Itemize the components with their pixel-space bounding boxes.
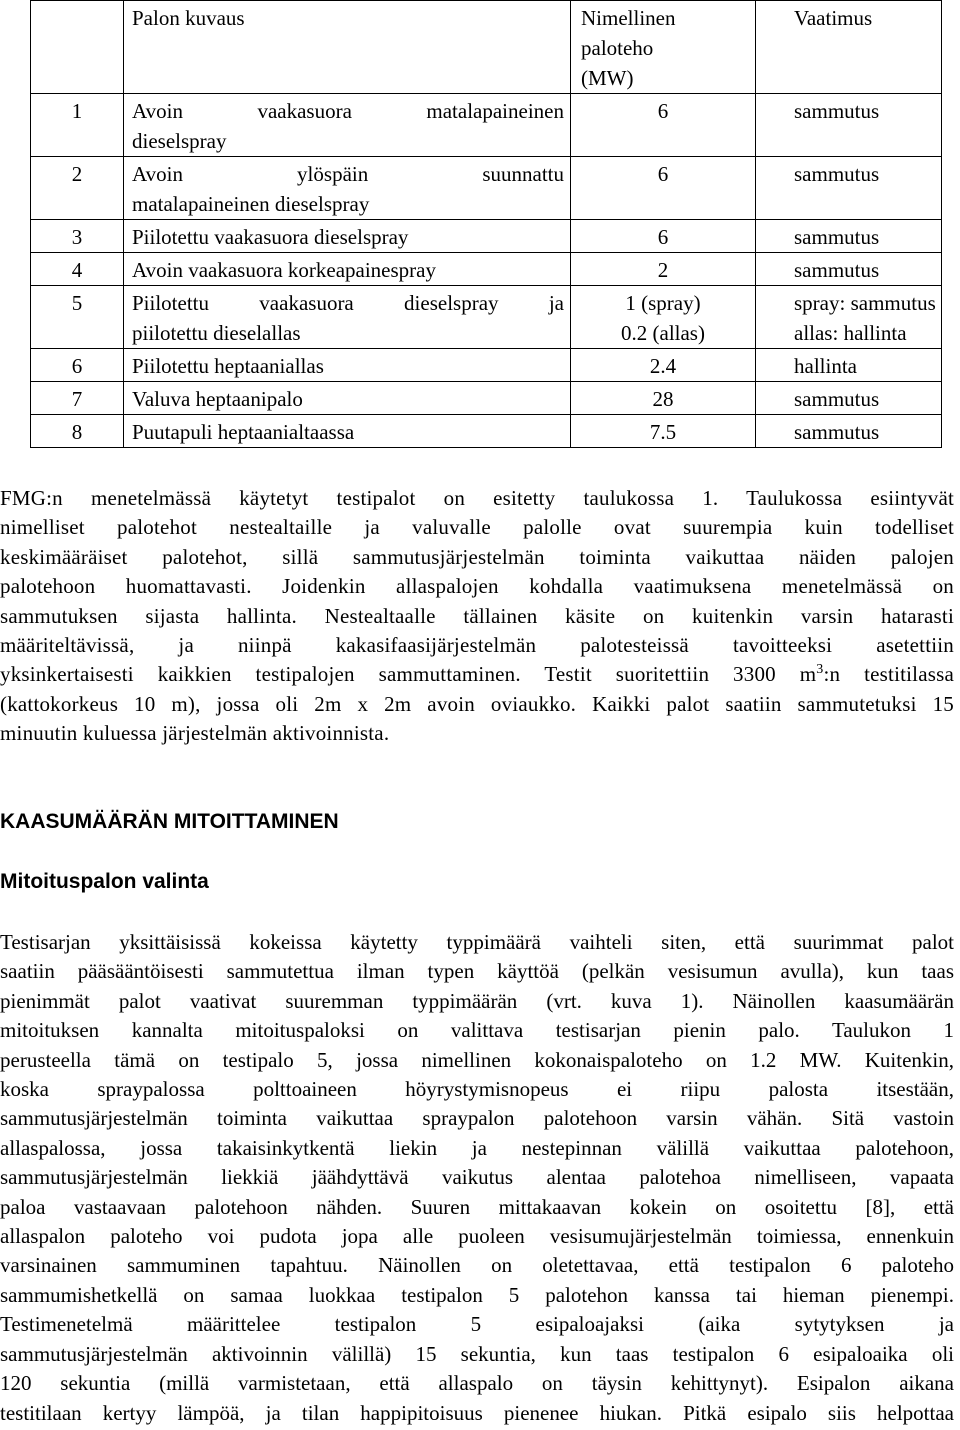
row-description bbox=[124, 220, 571, 253]
paragraph-2-line: testitilaan kertyy lämpöä, ja tilan happipitoisuus pienenee hiukan. Pitkä esipalo siis helpottaa bbox=[0, 1400, 954, 1425]
paragraph-2-line: Testisarjan yksittäisissä kokeissa käytetty typpimäärä vaihteli siten, että suurimmat palot bbox=[0, 930, 954, 954]
header-power-line3: (MW) bbox=[581, 66, 634, 90]
row-requirement bbox=[756, 220, 942, 253]
paragraph-2-line: Testimenetelmä määrittelee testipalon 5 esipaloajaksi (aika sytytyksen ja bbox=[0, 1312, 954, 1337]
row-power-line1: 6 bbox=[657, 162, 669, 186]
row-power bbox=[571, 286, 756, 349]
row-power bbox=[571, 253, 756, 286]
paragraph-1-line: FMG:n menetelmässä käytetyt testipalot on esitetty taulukossa 1. Taulukossa esiintyvät bbox=[0, 486, 954, 510]
row-number: 3 bbox=[31, 220, 124, 253]
row-power bbox=[571, 349, 756, 382]
row-power-line1: 28 bbox=[652, 387, 674, 411]
row-description-line2: dieselspray bbox=[132, 129, 227, 153]
paragraph-1-line-with-superscript bbox=[0, 660, 954, 689]
header-description: Palon kuvaus bbox=[124, 1, 571, 94]
superscript-3: 3 bbox=[816, 662, 824, 678]
table-row bbox=[31, 415, 942, 448]
subsection-heading: Mitoituspalon valinta bbox=[0, 870, 209, 893]
fire-test-table bbox=[30, 0, 942, 448]
row-description bbox=[124, 157, 571, 220]
paragraph-2-line: saatiin pääsääntöisesti sammutettua ilman typen käyttöä (pelkän vesisumun avulla), kun taas bbox=[0, 959, 954, 984]
paragraph-1-line: minuutin kuluessa järjestelmän aktivoinnista. bbox=[0, 721, 390, 746]
paragraph-2-line: 120 sekuntia (millä varmistetaan, että allaspalo on täysin kehittynyt). Esipalon aikana bbox=[0, 1371, 954, 1396]
row-requirement bbox=[756, 157, 942, 220]
row-description bbox=[124, 415, 571, 448]
row-requirement bbox=[756, 349, 942, 382]
row-requirement bbox=[756, 382, 942, 415]
row-requirement-line1: sammutus bbox=[794, 420, 880, 444]
paragraph-2-line: koska spraypalossa polttoaineen höyrystymisnopeus ei riipu palosta itsestään, bbox=[0, 1077, 954, 1102]
paragraph-2-line: sammutusjärjestelmän liekkiä jäähdyttävä vaikutus alentaa palotehoa nimelliseen, vapaata bbox=[0, 1165, 954, 1190]
row-requirement-line1: sammutus bbox=[794, 258, 880, 282]
header-requirement: Vaatimus bbox=[756, 1, 942, 94]
row-description-line1: Piilotettu vaakasuora dieselspray ja bbox=[132, 291, 564, 315]
row-requirement bbox=[756, 286, 942, 349]
row-power bbox=[571, 220, 756, 253]
paragraph-1-line: sammutuksen sijasta hallinta. Nestealtaalle tällainen käsite on kuitenkin varsin hatarasti bbox=[0, 603, 954, 628]
paragraph-2-line: mitoituksen kannalta mitoituspaloksi on valittava testisarjan pienin palo. Taulukon 1 bbox=[0, 1018, 954, 1043]
header-power bbox=[571, 1, 756, 94]
row-description-line1: Avoin ylöspäin suunnattu bbox=[132, 162, 564, 186]
row-number: 6 bbox=[31, 349, 124, 382]
header-power-line1: Nimellinen bbox=[581, 6, 676, 30]
paragraph-1-line: määriteltävissä, ja niinpä kakasifaasijärjestelmän palotesteissä tavoitteeksi asetettiin bbox=[0, 633, 954, 658]
paragraph-2-line: varsinainen sammuminen tapahtuu. Näinollen on oletettavaa, että testipalon 6 paloteho bbox=[0, 1253, 954, 1278]
row-power-line1: 6 bbox=[657, 99, 669, 123]
row-power-line1: 6 bbox=[657, 225, 669, 249]
row-description bbox=[124, 349, 571, 382]
row-power-line2: 0.2 (allas) bbox=[621, 321, 705, 345]
row-description bbox=[124, 382, 571, 415]
row-power-line1: 7.5 bbox=[649, 420, 677, 444]
row-description bbox=[124, 94, 571, 157]
row-description bbox=[124, 253, 571, 286]
row-requirement-line1: sammutus bbox=[794, 162, 880, 186]
row-description-line1: Piilotettu heptaaniallas bbox=[132, 354, 324, 378]
row-requirement bbox=[756, 94, 942, 157]
row-power bbox=[571, 382, 756, 415]
row-description-line1: Puutapuli heptaanialtaassa bbox=[132, 420, 355, 444]
row-power bbox=[571, 94, 756, 157]
row-description-line2: matalapaineinen dieselspray bbox=[132, 192, 370, 216]
table-row bbox=[31, 220, 942, 253]
table-row bbox=[31, 349, 942, 382]
table-row bbox=[31, 382, 942, 415]
header-power-line2: paloteho bbox=[581, 36, 654, 60]
paragraph-2-line: perusteella tämä on testipalo 5, jossa nimellinen kokonaispaloteho on 1.2 MW. Kuitenkin, bbox=[0, 1047, 954, 1072]
row-requirement bbox=[756, 253, 942, 286]
row-description bbox=[124, 286, 571, 349]
row-power-line1: 2.4 bbox=[649, 354, 677, 378]
row-number: 5 bbox=[31, 286, 124, 349]
table-row bbox=[31, 253, 942, 286]
row-requirement-line1: sammutus bbox=[794, 99, 880, 123]
paragraph-1-line: (kattokorkeus 10 m), jossa oli 2m x 2m avoin oviaukko. Kaikki palot saatiin sammutetuksi 15 bbox=[0, 691, 954, 716]
paragraph-2-line: allaspalossa, jossa takaisinkytkentä liekin ja nestepinnan välillä vaikuttaa palotehoon, bbox=[0, 1135, 954, 1160]
paragraph-2 bbox=[0, 928, 954, 1428]
section-heading: KAASUMÄÄRÄN MITOITTAMINEN bbox=[0, 810, 339, 833]
row-power-line1: 1 (spray) bbox=[625, 291, 701, 315]
row-requirement-line1: hallinta bbox=[794, 354, 857, 378]
row-power-line1: 2 bbox=[657, 258, 669, 282]
paragraph-1-line: nimelliset palotehot nestealtaille ja valuvalle palolle ovat suurempia kuin todelliset bbox=[0, 515, 954, 540]
paragraph-1-line7-text: yksinkertaisesti kaikkien testipalojen sammuttaminen. Testit suoritettiin 3300 m bbox=[0, 662, 817, 687]
paragraph-2-line: sammutusjärjestelmän toiminta vaikuttaa spraypalon palotehoon varsin vähän. Sitä vastoin bbox=[0, 1106, 954, 1131]
paragraph-2-line: paloa vastaavaan palotehoon nähden. Suuren mittakaavan kokein on osoitettu [8], että bbox=[0, 1194, 954, 1219]
row-number: 2 bbox=[31, 157, 124, 220]
table-header-row bbox=[31, 1, 942, 94]
row-power bbox=[571, 415, 756, 448]
paragraph-1-line: keskimääräiset palotehot, sillä sammutusjärjestelmän toiminta vaikuttaa näiden palojen bbox=[0, 544, 954, 569]
table-row bbox=[31, 94, 942, 157]
header-number bbox=[31, 1, 124, 94]
table-row bbox=[31, 157, 942, 220]
row-description-line1: Piilotettu vaakasuora dieselspray bbox=[132, 225, 409, 249]
row-number: 1 bbox=[31, 94, 124, 157]
row-requirement-line1: spray: sammutus bbox=[794, 291, 936, 315]
table-row bbox=[31, 286, 942, 349]
paragraph-1-line: palotehoon huomattavasti. Joidenkin allaspalojen kohdalla vaatimuksena menetelmässä on bbox=[0, 574, 954, 599]
paragraph-1-line7-tail: :n testitilassa bbox=[823, 662, 954, 687]
row-requirement bbox=[756, 415, 942, 448]
paragraph-1 bbox=[0, 484, 954, 749]
paragraph-2-line: allaspalon paloteho voi pudota jopa alle puoleen vesisumujärjestelmän toimiessa, ennenkuin bbox=[0, 1224, 954, 1249]
row-description-line1: Avoin vaakasuora matalapaineinen bbox=[132, 99, 564, 123]
paragraph-2-line: sammumishetkellä on samaa luokkaa testipalon 5 palotehon kanssa tai hieman pienempi. bbox=[0, 1282, 954, 1307]
row-number: 7 bbox=[31, 382, 124, 415]
row-description-line2: piilotettu dieselallas bbox=[132, 321, 301, 345]
row-number: 4 bbox=[31, 253, 124, 286]
row-power bbox=[571, 157, 756, 220]
row-description-line1: Avoin vaakasuora korkeapainespray bbox=[132, 258, 436, 282]
row-requirement-line2: allas: hallinta bbox=[794, 321, 907, 345]
row-number: 8 bbox=[31, 415, 124, 448]
paragraph-2-line: pienimmät palot vaativat suuremman typpimäärän (vrt. kuva 1). Näinollen kaasumäärän bbox=[0, 988, 954, 1013]
row-description-line1: Valuva heptaanipalo bbox=[132, 387, 303, 411]
row-requirement-line1: sammutus bbox=[794, 387, 880, 411]
row-requirement-line1: sammutus bbox=[794, 225, 880, 249]
paragraph-2-line: sammutusjärjestelmän aktivoinnin välillä) 15 sekuntia, kun taas testipalon 6 esipaloaika oli bbox=[0, 1341, 954, 1366]
